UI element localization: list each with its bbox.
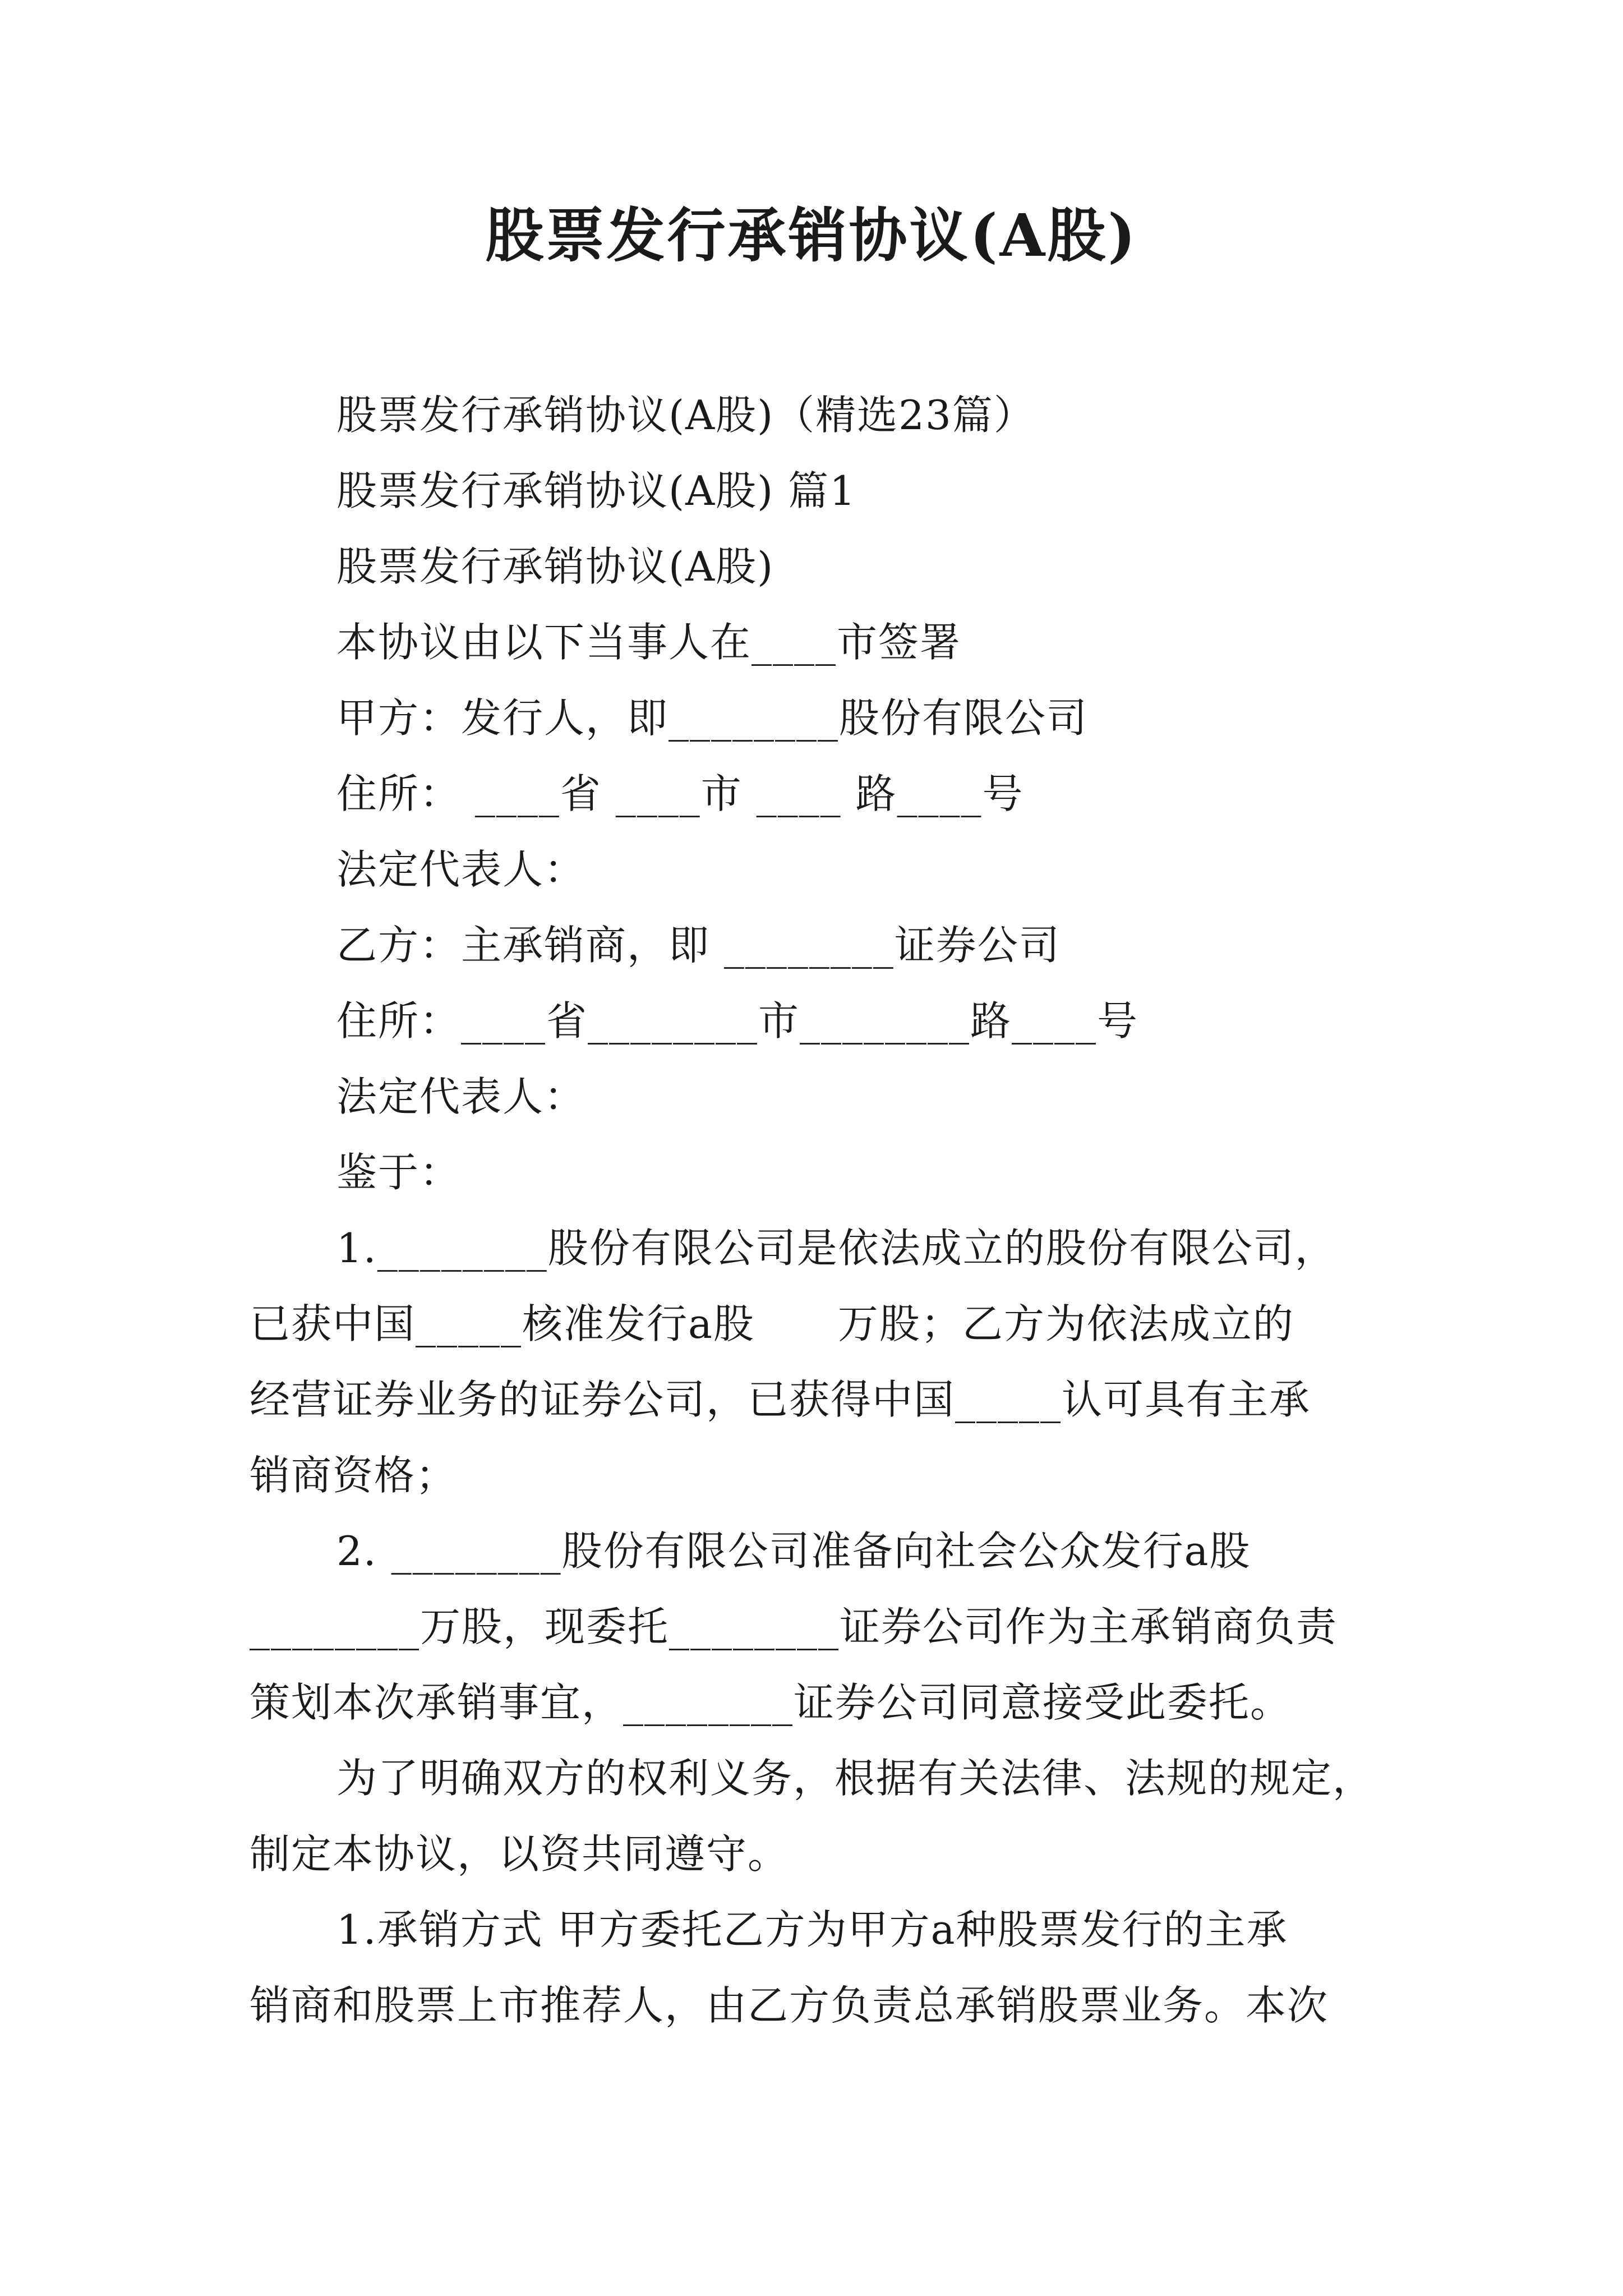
- party-b-address-line: 住所：____省________市________路____号: [336, 997, 1139, 1045]
- paragraph-line: 策划本次承销事宜，________证券公司同意接受此委托。: [250, 1679, 1292, 1726]
- party-a-representative-line: 法定代表人：: [336, 846, 586, 893]
- subtitle-line: 股票发行承销协议(A股)（精选23篇）: [336, 392, 1035, 439]
- paragraph-line: 经营证券业务的证券公司，已获得中国_____认可具有主承: [250, 1376, 1311, 1423]
- signing-place-line: 本协议由以下当事人在____市签署: [336, 619, 962, 666]
- paragraph-line: 1.________股份有限公司是依法成立的股份有限公司，: [336, 1225, 1336, 1272]
- paragraph-line: 销商资格；: [250, 1452, 458, 1499]
- paragraph-line: 销商和股票上市推荐人，由乙方负责总承销股票业务。本次: [250, 1982, 1329, 2029]
- party-b-line: 乙方：主承销商，即 ________证券公司: [336, 922, 1061, 969]
- party-a-line: 甲方：发行人，即________股份有限公司: [336, 694, 1089, 742]
- paragraph-line: 为了明确双方的权利义务，根据有关法律、法规的规定，: [336, 1755, 1375, 1802]
- agreement-name: 股票发行承销协议(A股): [336, 543, 774, 590]
- paragraph-line: 2. ________股份有限公司准备向社会公众发行a股: [336, 1527, 1251, 1575]
- paragraph-line: 制定本协议，以资共同遵守。: [250, 1830, 790, 1878]
- paragraph-line: 已获中国_____核准发行a股 万股；乙方为依法成立的: [250, 1300, 1294, 1347]
- paragraph-line: ________万股，现委托________证券公司作为主承销商负责: [250, 1603, 1338, 1650]
- document-title: 股票发行承销协议(A股): [485, 201, 1138, 270]
- whereas-heading: 鉴于：: [336, 1149, 462, 1196]
- party-a-address-line: 住所： ____省 ____市 ____ 路____号: [336, 770, 1024, 817]
- paragraph-line: 1.承销方式 甲方委托乙方为甲方a种股票发行的主承: [336, 1906, 1288, 1953]
- party-b-representative-line: 法定代表人：: [336, 1073, 586, 1120]
- section-heading: 股票发行承销协议(A股) 篇1: [336, 467, 856, 514]
